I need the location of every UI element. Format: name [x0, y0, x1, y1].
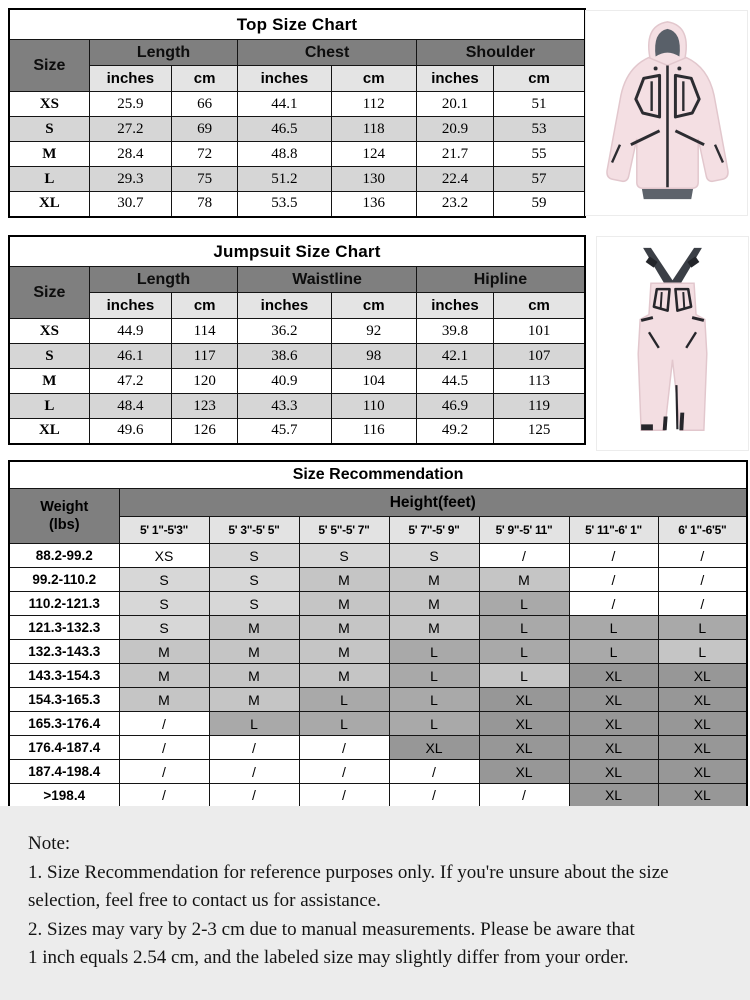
- recommended-size-cell: XL: [569, 712, 658, 736]
- measurement-cell: 124: [331, 142, 416, 167]
- measurement-cell: 118: [331, 117, 416, 142]
- measurement-cell: 42.1: [416, 344, 493, 369]
- size-label-cell: S: [9, 117, 89, 142]
- recommended-size-cell: S: [299, 544, 389, 568]
- recommended-size-cell: XL: [658, 784, 747, 808]
- recommended-size-cell: L: [299, 712, 389, 736]
- recommended-size-cell: M: [479, 568, 569, 592]
- height-range-header: 5' 11"-6' 1": [569, 517, 658, 544]
- recommended-size-cell: L: [299, 688, 389, 712]
- measurement-cell: 51: [494, 92, 585, 117]
- recommended-size-cell: /: [479, 544, 569, 568]
- measurement-cell: 107: [494, 344, 585, 369]
- unit-header-inches: inches: [89, 293, 171, 319]
- recommended-size-cell: /: [209, 736, 299, 760]
- measurement-cell: 44.9: [89, 319, 171, 344]
- unit-header-cm: cm: [331, 66, 416, 92]
- recommended-size-cell: L: [389, 688, 479, 712]
- recommended-size-cell: S: [119, 568, 209, 592]
- measurement-cell: 53.5: [238, 192, 331, 217]
- measurement-cell: 46.9: [416, 394, 493, 419]
- measurement-cell: 125: [494, 419, 585, 444]
- recommended-size-cell: L: [389, 640, 479, 664]
- recommended-size-cell: /: [658, 544, 747, 568]
- measurement-cell: 104: [331, 369, 416, 394]
- note-line: 1. Size Recommendation for reference purposes only. If you're unsure about the size: [28, 861, 669, 883]
- recommended-size-cell: /: [119, 760, 209, 784]
- recommended-size-cell: M: [209, 640, 299, 664]
- note-line: 2. Sizes may vary by 2-3 cm due to manual measurements. Please be aware that: [28, 918, 635, 940]
- measurement-cell: 120: [172, 369, 238, 394]
- recommended-size-cell: M: [299, 568, 389, 592]
- table-row: [9, 544, 747, 568]
- recommended-size-cell: M: [119, 640, 209, 664]
- weight-range-cell: 132.3-143.3: [9, 640, 119, 664]
- recommended-size-cell: S: [389, 544, 479, 568]
- recommended-size-cell: S: [119, 592, 209, 616]
- weight-range-cell: 88.2-99.2: [9, 544, 119, 568]
- recommended-size-cell: M: [299, 592, 389, 616]
- weight-header-line2: (lbs): [48, 517, 80, 533]
- measurement-cell: 29.3: [89, 167, 171, 192]
- recommended-size-cell: L: [658, 640, 747, 664]
- measurement-cell: 130: [331, 167, 416, 192]
- height-header: Height(feet): [119, 489, 747, 517]
- measurement-cell: 101: [494, 319, 585, 344]
- pink-ski-jacket-illustration: [587, 12, 746, 214]
- unit-header-inches: inches: [238, 66, 331, 92]
- recommended-size-cell: XL: [569, 688, 658, 712]
- recommended-size-cell: /: [209, 784, 299, 808]
- measurement-cell: 92: [331, 319, 416, 344]
- recommended-size-cell: M: [119, 664, 209, 688]
- size-label-cell: XL: [9, 192, 89, 217]
- recommended-size-cell: XL: [479, 688, 569, 712]
- size-column-header: Size: [9, 267, 89, 319]
- unit-header-inches: inches: [238, 293, 331, 319]
- measurement-cell: 44.5: [416, 369, 493, 394]
- unit-header-cm: cm: [494, 293, 585, 319]
- measurement-cell: 55: [494, 142, 585, 167]
- recommended-size-cell: L: [479, 640, 569, 664]
- size-column-header: Size: [9, 40, 89, 92]
- weight-range-cell: 165.3-176.4: [9, 712, 119, 736]
- pink-bib-pants-illustration: [598, 238, 747, 449]
- table-row: [9, 640, 747, 664]
- table-row: [9, 394, 585, 419]
- measurement-cell: 46.1: [89, 344, 171, 369]
- measurement-cell: 53: [494, 117, 585, 142]
- table-row: [9, 369, 585, 394]
- measurement-cell: 119: [494, 394, 585, 419]
- unit-header-cm: cm: [331, 293, 416, 319]
- table-row: [9, 167, 585, 192]
- measurement-cell: 30.7: [89, 192, 171, 217]
- measurement-cell: 112: [331, 92, 416, 117]
- recommended-size-cell: /: [299, 736, 389, 760]
- table-row: [9, 142, 585, 167]
- size-label-cell: M: [9, 142, 89, 167]
- recommended-size-cell: S: [209, 544, 299, 568]
- height-range-header: 5' 5"-5' 7": [299, 517, 389, 544]
- shoulder-group-header: Shoulder: [416, 40, 585, 66]
- table-row: [9, 736, 747, 760]
- measurement-cell: 72: [172, 142, 238, 167]
- recommended-size-cell: XL: [569, 784, 658, 808]
- unit-header-cm: cm: [494, 66, 585, 92]
- measurement-cell: 39.8: [416, 319, 493, 344]
- table-row: [9, 688, 747, 712]
- note-text: [0, 806, 750, 973]
- recommended-size-cell: M: [299, 616, 389, 640]
- top-size-chart-body: [9, 92, 585, 217]
- recommended-size-cell: XL: [569, 664, 658, 688]
- measurement-cell: 22.4: [416, 167, 493, 192]
- size-label-cell: S: [9, 344, 89, 369]
- measurement-cell: 75: [172, 167, 238, 192]
- jumpsuit-chart-title: Jumpsuit Size Chart: [9, 236, 585, 267]
- measurement-cell: 44.1: [238, 92, 331, 117]
- size-recommendation-body: [9, 544, 747, 808]
- unit-header-cm: cm: [172, 293, 238, 319]
- recommended-size-cell: XL: [658, 736, 747, 760]
- note-heading: Note:: [28, 833, 71, 854]
- recommended-size-cell: L: [389, 664, 479, 688]
- recommended-size-cell: /: [299, 784, 389, 808]
- recommended-size-cell: /: [479, 784, 569, 808]
- recommended-size-cell: XL: [479, 736, 569, 760]
- measurement-cell: 36.2: [238, 319, 331, 344]
- measurement-cell: 40.9: [238, 369, 331, 394]
- measurement-cell: 47.2: [89, 369, 171, 394]
- table-row: [9, 592, 747, 616]
- weight-range-cell: 143.3-154.3: [9, 664, 119, 688]
- table-row: [9, 784, 747, 808]
- table-row: [9, 92, 585, 117]
- height-range-header: 5' 1"-5'3": [119, 517, 209, 544]
- height-range-header: 5' 3"-5' 5": [209, 517, 299, 544]
- unit-header-inches: inches: [416, 293, 493, 319]
- top-chart-title: Top Size Chart: [9, 9, 585, 40]
- note-section: [0, 806, 750, 1000]
- recommended-size-cell: /: [389, 760, 479, 784]
- recommended-size-cell: /: [299, 760, 389, 784]
- recommended-size-cell: /: [119, 712, 209, 736]
- measurement-cell: 49.2: [416, 419, 493, 444]
- size-recommendation-table: [8, 460, 748, 809]
- measurement-cell: 45.7: [238, 419, 331, 444]
- bib-pants-product-image: [596, 236, 749, 451]
- recommended-size-cell: M: [209, 688, 299, 712]
- recommended-size-cell: L: [209, 712, 299, 736]
- waistline-group-header: Waistline: [238, 267, 417, 293]
- recommended-size-cell: M: [209, 616, 299, 640]
- weight-range-cell: 154.3-165.3: [9, 688, 119, 712]
- jacket-product-image: [585, 10, 748, 216]
- weight-range-cell: >198.4: [9, 784, 119, 808]
- measurement-cell: 20.9: [416, 117, 493, 142]
- chest-group-header: Chest: [238, 40, 417, 66]
- recommended-size-cell: L: [569, 616, 658, 640]
- recommended-size-cell: L: [479, 664, 569, 688]
- measurement-cell: 25.9: [89, 92, 171, 117]
- table-row: [9, 664, 747, 688]
- measurement-cell: 51.2: [238, 167, 331, 192]
- height-range-header: 5' 9"-5' 11": [479, 517, 569, 544]
- size-label-cell: XS: [9, 92, 89, 117]
- recommended-size-cell: S: [209, 592, 299, 616]
- measurement-cell: 46.5: [238, 117, 331, 142]
- unit-header-inches: inches: [89, 66, 171, 92]
- recommended-size-cell: M: [299, 640, 389, 664]
- height-range-header: 6' 1"-6'5": [658, 517, 747, 544]
- recommended-size-cell: /: [569, 544, 658, 568]
- recommended-size-cell: S: [209, 568, 299, 592]
- recommended-size-cell: /: [209, 760, 299, 784]
- jumpsuit-size-chart-body: [9, 319, 585, 444]
- measurement-cell: 43.3: [238, 394, 331, 419]
- weight-range-cell: 110.2-121.3: [9, 592, 119, 616]
- recommended-size-cell: XL: [479, 760, 569, 784]
- height-range-header: 5' 7"-5' 9": [389, 517, 479, 544]
- table-row: [9, 760, 747, 784]
- recommended-size-cell: /: [658, 568, 747, 592]
- recommended-size-cell: L: [479, 592, 569, 616]
- size-label-cell: XS: [9, 319, 89, 344]
- measurement-cell: 98: [331, 344, 416, 369]
- weight-range-cell: 187.4-198.4: [9, 760, 119, 784]
- measurement-cell: 116: [331, 419, 416, 444]
- recommended-size-cell: /: [389, 784, 479, 808]
- measurement-cell: 49.6: [89, 419, 171, 444]
- recommended-size-cell: M: [209, 664, 299, 688]
- measurement-cell: 38.6: [238, 344, 331, 369]
- unit-header-cm: cm: [172, 66, 238, 92]
- weight-column-header: [9, 489, 119, 544]
- measurement-cell: 48.4: [89, 394, 171, 419]
- recommended-size-cell: L: [569, 640, 658, 664]
- recommended-size-cell: /: [119, 784, 209, 808]
- recommended-size-cell: XL: [389, 736, 479, 760]
- weight-range-cell: 121.3-132.3: [9, 616, 119, 640]
- table-row: [9, 192, 585, 217]
- table-row: [9, 319, 585, 344]
- table-row: [9, 344, 585, 369]
- recommended-size-cell: XL: [569, 760, 658, 784]
- recommended-size-cell: M: [389, 616, 479, 640]
- recommended-size-cell: M: [389, 568, 479, 592]
- recommended-size-cell: M: [299, 664, 389, 688]
- measurement-cell: 117: [172, 344, 238, 369]
- measurement-cell: 126: [172, 419, 238, 444]
- length-group-header: Length: [89, 40, 237, 66]
- measurement-cell: 27.2: [89, 117, 171, 142]
- weight-header-line1: Weight: [40, 498, 89, 515]
- length-group-header: Length: [89, 267, 238, 293]
- recommended-size-cell: XL: [658, 712, 747, 736]
- size-label-cell: L: [9, 167, 89, 192]
- recommended-size-cell: M: [389, 592, 479, 616]
- recommended-size-cell: L: [389, 712, 479, 736]
- table-row: [9, 616, 747, 640]
- recommended-size-cell: XL: [569, 736, 658, 760]
- recommended-size-cell: XS: [119, 544, 209, 568]
- measurement-cell: 66: [172, 92, 238, 117]
- table-row: [9, 568, 747, 592]
- jumpsuit-size-chart-table: [8, 235, 586, 445]
- recommended-size-cell: /: [569, 592, 658, 616]
- size-label-cell: M: [9, 369, 89, 394]
- recommended-size-cell: XL: [658, 688, 747, 712]
- measurement-cell: 23.2: [416, 192, 493, 217]
- recommended-size-cell: /: [119, 736, 209, 760]
- table-row: [9, 712, 747, 736]
- recommended-size-cell: L: [479, 616, 569, 640]
- unit-header-inches: inches: [416, 66, 493, 92]
- measurement-cell: 113: [494, 369, 585, 394]
- recommended-size-cell: M: [119, 688, 209, 712]
- recommended-size-cell: XL: [658, 664, 747, 688]
- recommended-size-cell: S: [119, 616, 209, 640]
- note-line: 1 inch equals 2.54 cm, and the labeled size may slightly differ from your order.: [28, 947, 629, 968]
- hipline-group-header: Hipline: [416, 267, 585, 293]
- note-line: selection, feel free to contact us for assistance.: [28, 890, 381, 911]
- recommended-size-cell: /: [658, 592, 747, 616]
- table-row: [9, 117, 585, 142]
- size-label-cell: L: [9, 394, 89, 419]
- measurement-cell: 69: [172, 117, 238, 142]
- measurement-cell: 78: [172, 192, 238, 217]
- measurement-cell: 110: [331, 394, 416, 419]
- measurement-cell: 59: [494, 192, 585, 217]
- measurement-cell: 28.4: [89, 142, 171, 167]
- table-row: [9, 419, 585, 444]
- measurement-cell: 48.8: [238, 142, 331, 167]
- measurement-cell: 21.7: [416, 142, 493, 167]
- measurement-cell: 114: [172, 319, 238, 344]
- size-recommendation-title: Size Recommendation: [9, 461, 747, 489]
- size-label-cell: XL: [9, 419, 89, 444]
- recommended-size-cell: XL: [479, 712, 569, 736]
- weight-range-cell: 176.4-187.4: [9, 736, 119, 760]
- recommended-size-cell: XL: [658, 760, 747, 784]
- measurement-cell: 20.1: [416, 92, 493, 117]
- recommended-size-cell: /: [569, 568, 658, 592]
- measurement-cell: 123: [172, 394, 238, 419]
- weight-range-cell: 99.2-110.2: [9, 568, 119, 592]
- recommended-size-cell: L: [658, 616, 747, 640]
- measurement-cell: 57: [494, 167, 585, 192]
- measurement-cell: 136: [331, 192, 416, 217]
- top-size-chart-table: [8, 8, 586, 218]
